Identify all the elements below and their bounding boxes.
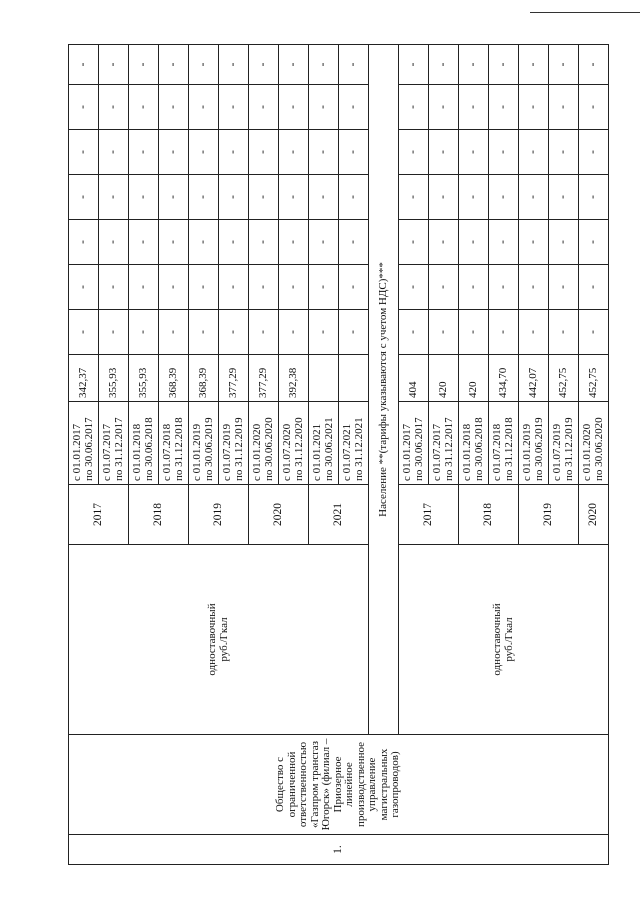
year-cell: 2019 (519, 485, 579, 545)
dash-cell: - (429, 175, 459, 220)
dash-cell: - (549, 85, 579, 130)
dash-cell: - (489, 85, 519, 130)
period-from: с 01.07.2021 (340, 423, 353, 481)
dash-cell: - (129, 175, 159, 220)
period-from: с 01.07.2020 (280, 423, 293, 481)
year-cell: 2020 (579, 485, 609, 545)
tariff-value: 420 (429, 355, 459, 402)
dash-cell: - (309, 130, 339, 175)
tariff-value: 404 (399, 355, 429, 402)
tariff-value: 452,75 (549, 355, 579, 402)
tariff-value: 368,39 (189, 355, 219, 402)
tariff-value: 452,75 (579, 355, 609, 402)
period-to: по 30.06.2018 (472, 417, 485, 481)
dash-cell: - (459, 45, 489, 85)
dash-cell: - (459, 85, 489, 130)
dash-cell: - (309, 45, 339, 85)
period-from: с 01.01.2018 (460, 423, 473, 481)
dash-cell: - (159, 45, 189, 85)
period-from: с 01.01.2020 (250, 423, 263, 481)
dash-cell: - (159, 310, 189, 355)
period-to: по 31.12.2021 (352, 417, 365, 481)
organization-line: управление (366, 757, 379, 812)
period-cell (489, 402, 519, 485)
period-to: по 31.12.2017 (442, 417, 455, 481)
year-cell: 2017 (399, 485, 459, 545)
dash-cell: - (69, 45, 99, 85)
period-cell (279, 402, 309, 485)
tariff-value: 377,29 (219, 355, 249, 402)
period-cell (459, 402, 489, 485)
dash-cell: - (339, 130, 369, 175)
tariff-value: 368,39 (159, 355, 189, 402)
tariff-table-body (69, 45, 609, 865)
tariff-value: 420 (459, 355, 489, 402)
dash-cell: - (549, 310, 579, 355)
dash-cell: - (279, 45, 309, 85)
dash-cell: - (159, 220, 189, 265)
dash-cell: - (459, 220, 489, 265)
organization-line: магистральных (377, 748, 390, 821)
organization-line: ответственностью (297, 741, 310, 828)
period-to: по 30.06.2018 (142, 417, 155, 481)
dash-cell: - (249, 85, 279, 130)
dash-cell: - (429, 85, 459, 130)
dash-cell: - (219, 220, 249, 265)
dash-cell: - (249, 45, 279, 85)
dash-cell: - (189, 85, 219, 130)
period-from: с 01.07.2019 (220, 423, 233, 481)
dash-cell: - (69, 85, 99, 130)
tariff-value (339, 355, 369, 402)
period-to: по 31.12.2018 (502, 417, 515, 481)
period-cell (399, 402, 429, 485)
dash-cell: - (249, 175, 279, 220)
dash-cell: - (249, 220, 279, 265)
period-to: по 30.06.2020 (262, 417, 275, 481)
dash-cell: - (219, 265, 249, 310)
row-number: 1. (69, 835, 609, 865)
dash-cell: - (489, 175, 519, 220)
dash-cell: - (519, 265, 549, 310)
dash-cell: - (99, 265, 129, 310)
dash-cell: - (519, 45, 549, 85)
tariff-kind: одноставочный (490, 603, 503, 676)
dash-cell: - (99, 45, 129, 85)
dash-cell: - (279, 175, 309, 220)
tariff-value: 434,70 (489, 355, 519, 402)
dash-cell: - (519, 85, 549, 130)
dash-cell: - (219, 45, 249, 85)
dash-cell: - (489, 130, 519, 175)
dash-cell: - (279, 265, 309, 310)
dash-cell: - (309, 85, 339, 130)
dash-cell: - (399, 85, 429, 130)
dash-cell: - (579, 130, 609, 175)
organization-line: «Газпром трансгаз (308, 740, 321, 829)
dash-cell: - (579, 220, 609, 265)
period-from: с 01.01.2017 (400, 423, 413, 481)
dash-cell: - (429, 130, 459, 175)
dash-cell: - (249, 310, 279, 355)
period-to: по 30.06.2020 (592, 417, 605, 481)
tariff-value: 355,93 (99, 355, 129, 402)
dash-cell: - (189, 175, 219, 220)
dash-cell: - (549, 175, 579, 220)
period-cell (129, 402, 159, 485)
dash-cell: - (489, 265, 519, 310)
dash-cell: - (189, 130, 219, 175)
dash-cell: - (519, 220, 549, 265)
dash-cell: - (189, 310, 219, 355)
dash-cell: - (99, 175, 129, 220)
dash-cell: - (579, 175, 609, 220)
population-banner: Население **(тарифы указываются с учетом НДС)*** (369, 45, 399, 735)
dash-cell: - (129, 220, 159, 265)
dash-cell: - (399, 130, 429, 175)
tariff-value: 342,37 (69, 355, 99, 402)
tariff-kind-unit (399, 545, 609, 735)
period-from: с 01.01.2017 (70, 423, 83, 481)
dash-cell: - (309, 175, 339, 220)
period-to: по 30.06.2017 (82, 417, 95, 481)
dash-cell: - (129, 85, 159, 130)
period-to: по 30.06.2017 (412, 417, 425, 481)
dash-cell: - (399, 175, 429, 220)
dash-cell: - (159, 175, 189, 220)
dash-cell: - (459, 265, 489, 310)
dash-cell: - (399, 220, 429, 265)
period-to: по 31.12.2018 (172, 417, 185, 481)
period-cell (549, 402, 579, 485)
tariff-unit: руб./Гкал (217, 617, 230, 662)
period-from: с 01.01.2020 (580, 423, 593, 481)
period-cell (189, 402, 219, 485)
dash-cell: - (339, 175, 369, 220)
period-cell (519, 402, 549, 485)
period-from: с 01.01.2019 (520, 423, 533, 481)
period-cell (309, 402, 339, 485)
organization-line: Приозерное линейное (331, 756, 356, 813)
tariff-row (69, 45, 99, 865)
period-to: по 31.12.2019 (562, 417, 575, 481)
dash-cell: - (339, 265, 369, 310)
period-to: по 30.06.2019 (532, 417, 545, 481)
dash-cell: - (429, 45, 459, 85)
dash-cell: - (579, 310, 609, 355)
organization-line: ограниченной (285, 751, 298, 818)
dash-cell: - (129, 265, 159, 310)
dash-cell: - (129, 310, 159, 355)
dash-cell: - (279, 85, 309, 130)
period-cell (69, 402, 99, 485)
period-cell (579, 402, 609, 485)
dash-cell: - (129, 130, 159, 175)
dash-cell: - (99, 130, 129, 175)
dash-cell: - (339, 45, 369, 85)
period-from: с 01.07.2017 (100, 423, 113, 481)
dash-cell: - (219, 85, 249, 130)
dash-cell: - (189, 45, 219, 85)
year-cell: 2020 (249, 485, 309, 545)
dash-cell: - (459, 130, 489, 175)
dash-cell: - (249, 265, 279, 310)
dash-cell: - (429, 310, 459, 355)
organization-line: Югорск» (филиал – (320, 738, 333, 831)
dash-cell: - (219, 310, 249, 355)
header-rule (530, 12, 640, 13)
dash-cell: - (279, 220, 309, 265)
period-from: с 01.07.2018 (490, 423, 503, 481)
dash-cell: - (309, 310, 339, 355)
period-to: по 31.12.2020 (292, 417, 305, 481)
dash-cell: - (399, 310, 429, 355)
dash-cell: - (249, 130, 279, 175)
period-from: с 01.07.2018 (160, 423, 173, 481)
dash-cell: - (399, 45, 429, 85)
year-cell: 2017 (69, 485, 129, 545)
period-from: с 01.01.2018 (130, 423, 143, 481)
organization-line: производственное (354, 742, 367, 828)
period-from: с 01.07.2017 (430, 423, 443, 481)
period-cell (249, 402, 279, 485)
tariff-kind-unit (69, 545, 369, 735)
period-to: по 31.12.2019 (232, 417, 245, 481)
tariff-value: 392,38 (279, 355, 309, 402)
year-cell: 2018 (459, 485, 519, 545)
period-to: по 30.06.2021 (322, 417, 335, 481)
period-to: по 30.06.2019 (202, 417, 215, 481)
dash-cell: - (309, 220, 339, 265)
tariff-unit: руб./Гкал (502, 617, 515, 662)
dash-cell: - (69, 310, 99, 355)
dash-cell: - (99, 310, 129, 355)
tariff-value: 442,07 (519, 355, 549, 402)
dash-cell: - (69, 175, 99, 220)
dash-cell: - (549, 265, 579, 310)
dash-cell: - (99, 220, 129, 265)
dash-cell: - (219, 130, 249, 175)
year-cell: 2021 (309, 485, 369, 545)
period-cell (159, 402, 189, 485)
dash-cell: - (579, 45, 609, 85)
period-to: по 31.12.2017 (112, 417, 125, 481)
dash-cell: - (309, 265, 339, 310)
dash-cell: - (99, 85, 129, 130)
dash-cell: - (69, 220, 99, 265)
dash-cell: - (159, 265, 189, 310)
dash-cell: - (129, 45, 159, 85)
dash-cell: - (489, 220, 519, 265)
dash-cell: - (459, 175, 489, 220)
dash-cell: - (519, 310, 549, 355)
dash-cell: - (549, 220, 579, 265)
period-from: с 01.01.2019 (190, 423, 203, 481)
dash-cell: - (489, 45, 519, 85)
dash-cell: - (579, 265, 609, 310)
dash-cell: - (279, 130, 309, 175)
dash-cell: - (459, 310, 489, 355)
tariff-value: 355,93 (129, 355, 159, 402)
tariff-value (309, 355, 339, 402)
tariff-kind: одноставочный (205, 603, 218, 676)
period-cell (429, 402, 459, 485)
period-from: с 01.01.2021 (310, 423, 323, 481)
dash-cell: - (219, 175, 249, 220)
dash-cell: - (189, 265, 219, 310)
dash-cell: - (69, 130, 99, 175)
period-from: с 01.07.2019 (550, 423, 563, 481)
organization-line: газопроводов) (389, 751, 402, 818)
tariff-table-page (68, 45, 608, 865)
year-cell: 2019 (189, 485, 249, 545)
dash-cell: - (489, 310, 519, 355)
dash-cell: - (339, 220, 369, 265)
tariff-value: 377,29 (249, 355, 279, 402)
dash-cell: - (549, 130, 579, 175)
dash-cell: - (519, 130, 549, 175)
dash-cell: - (189, 220, 219, 265)
dash-cell: - (429, 265, 459, 310)
dash-cell: - (519, 175, 549, 220)
dash-cell: - (69, 265, 99, 310)
dash-cell: - (159, 130, 189, 175)
organization-line: Общество с (273, 756, 286, 813)
dash-cell: - (579, 85, 609, 130)
organization-name (69, 735, 609, 835)
dash-cell: - (159, 85, 189, 130)
period-cell (99, 402, 129, 485)
dash-cell: - (279, 310, 309, 355)
year-cell: 2018 (129, 485, 189, 545)
tariff-table (68, 44, 609, 865)
dash-cell: - (549, 45, 579, 85)
period-cell (339, 402, 369, 485)
dash-cell: - (339, 85, 369, 130)
dash-cell: - (339, 310, 369, 355)
dash-cell: - (429, 220, 459, 265)
period-cell (219, 402, 249, 485)
dash-cell: - (399, 265, 429, 310)
